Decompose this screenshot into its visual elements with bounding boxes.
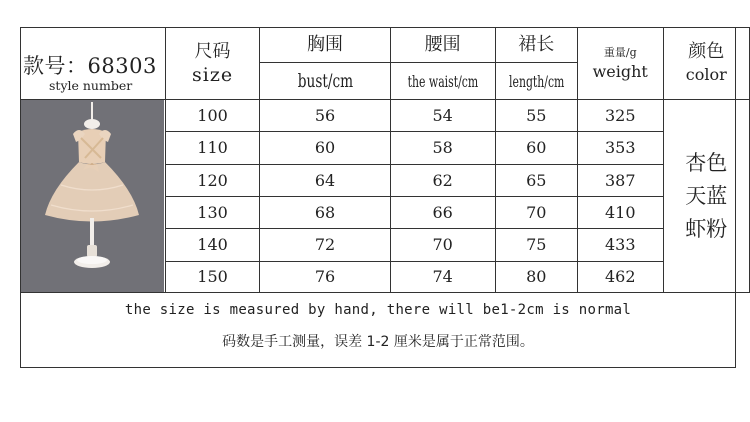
weight-header-en: weight [592, 61, 648, 81]
cell-bust: 76 [260, 261, 390, 292]
style-number-en: style number [49, 78, 133, 93]
cell-size: 140 [165, 229, 259, 261]
product-photo-cell [21, 100, 166, 293]
cell-size: 130 [165, 196, 259, 228]
cell-waist: 70 [390, 229, 495, 261]
cell-waist: 54 [390, 100, 495, 132]
color-option: 虾粉 [685, 216, 728, 241]
cell-bust: 64 [260, 164, 390, 196]
cell-weight: 325 [577, 100, 663, 132]
bust-header-en: bust/cm [260, 63, 390, 100]
cell-size: 100 [165, 100, 259, 132]
cell-bust: 72 [260, 229, 390, 261]
weight-header [577, 28, 663, 100]
cell-size: 110 [165, 132, 259, 164]
weight-header-cn: 重量/g [603, 45, 637, 59]
size-header [165, 28, 259, 100]
cell-bust: 68 [260, 196, 390, 228]
cell-weight: 462 [577, 261, 663, 292]
cell-length: 70 [495, 196, 577, 228]
cell-weight: 410 [577, 196, 663, 228]
waist-header-cn: 腰围 [390, 28, 495, 63]
bust-header-cn: 胸围 [260, 28, 390, 63]
cell-length: 65 [495, 164, 577, 196]
dress-on-mannequin-image [21, 100, 164, 292]
cell-length: 60 [495, 132, 577, 164]
size-chart-table [20, 27, 750, 293]
cell-weight: 387 [577, 164, 663, 196]
cell-length: 75 [495, 229, 577, 261]
cell-weight: 433 [577, 229, 663, 261]
table-row [21, 100, 750, 132]
length-header-cn: 裙长 [495, 28, 577, 63]
cell-waist: 58 [390, 132, 495, 164]
color-options-cell [663, 100, 749, 293]
size-header-en: size [192, 63, 234, 86]
dress-photo [21, 100, 164, 292]
color-option: 杏色 [685, 150, 728, 175]
cell-length: 80 [495, 261, 577, 292]
cell-size: 150 [165, 261, 259, 292]
color-header-en: color [685, 64, 727, 84]
cell-waist: 62 [390, 164, 495, 196]
cell-waist: 66 [390, 196, 495, 228]
cell-waist: 74 [390, 261, 495, 292]
note-english: the size is measured by hand, there will be1-2cm is normal [124, 302, 632, 318]
cell-weight: 353 [577, 132, 663, 164]
style-number: 款号：68303 [23, 54, 157, 78]
size-header-cn: 尺码 [194, 40, 231, 62]
note-chinese: 码数是手工测量，误差 1-2 厘米是属于正常范围。 [222, 334, 534, 350]
cell-size: 120 [165, 164, 259, 196]
cell-bust: 56 [260, 100, 390, 132]
waist-header-en: the waist/cm [390, 63, 495, 100]
color-header-cn: 颜色 [688, 40, 725, 62]
style-number-cell [21, 28, 166, 100]
color-option: 天蓝 [685, 183, 728, 208]
color-header [663, 28, 749, 100]
cell-bust: 60 [260, 132, 390, 164]
length-header-en: length/cm [495, 63, 577, 100]
cell-length: 55 [495, 100, 577, 132]
